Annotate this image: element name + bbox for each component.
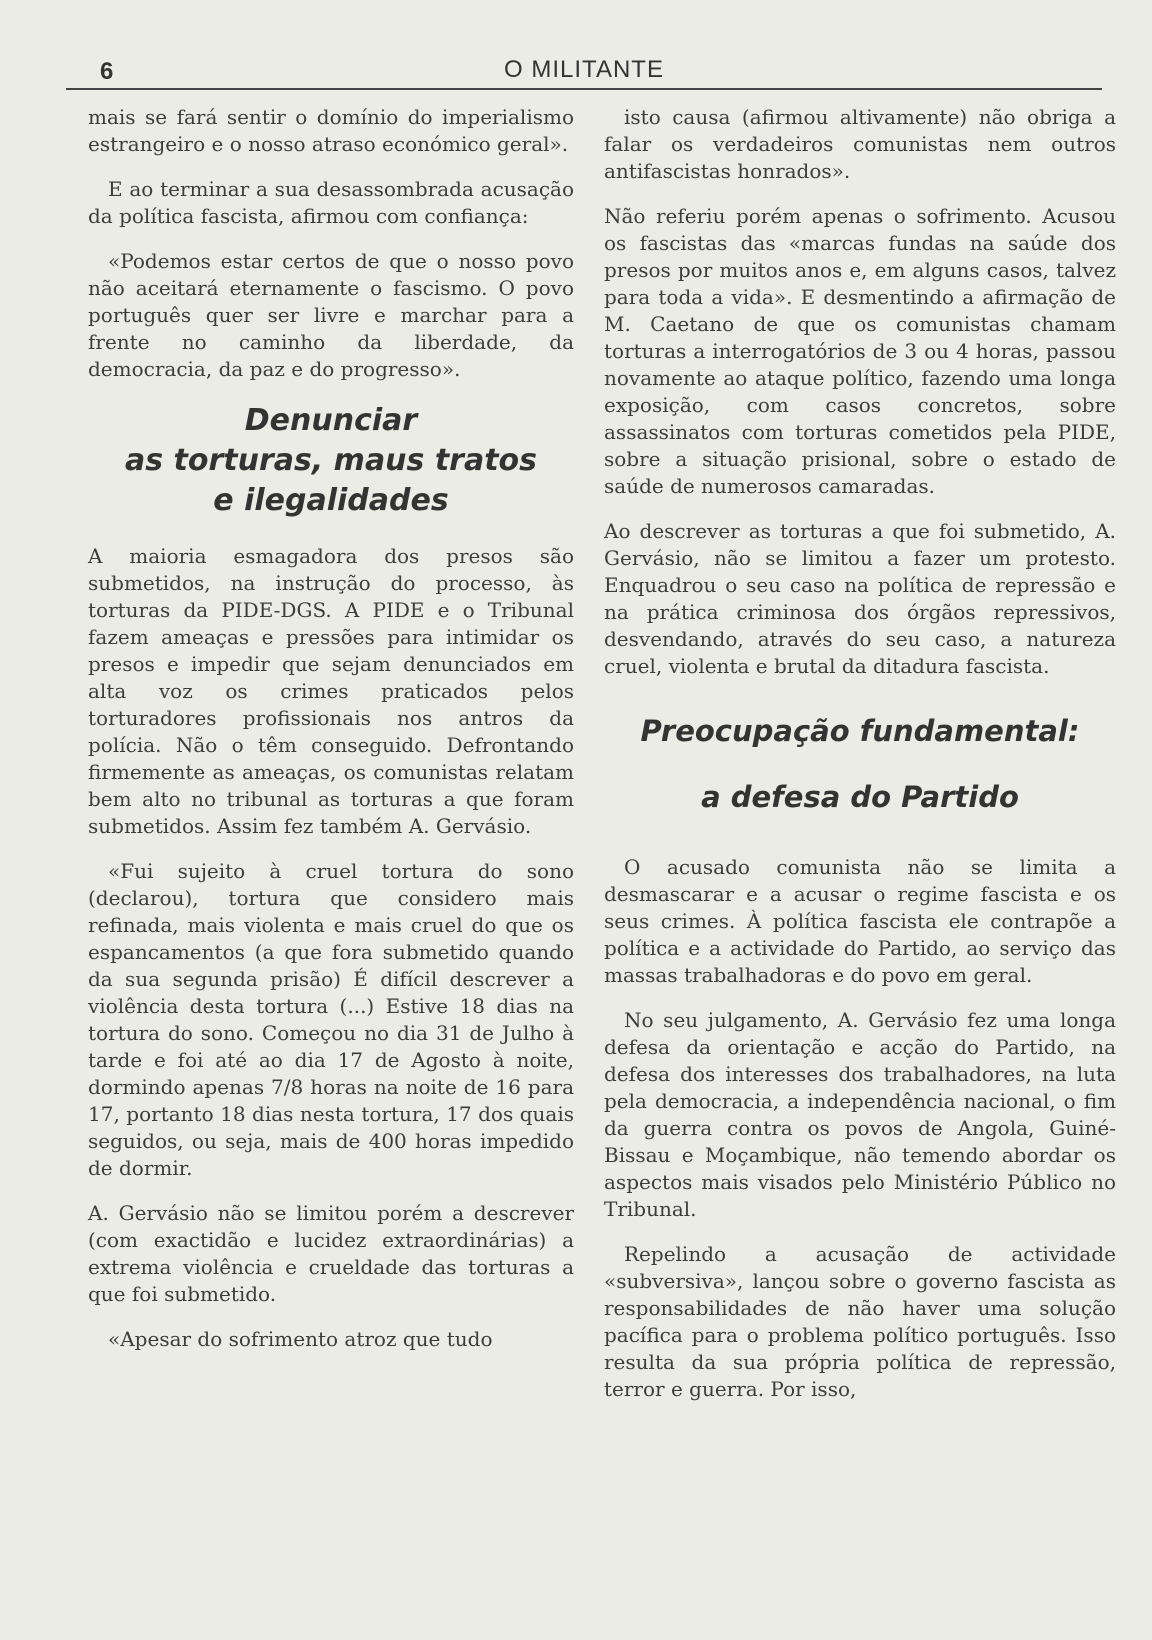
left-column [88, 104, 574, 1371]
paragraph: A maioria esmagadora dos presos são submetidos, na instrução do processo, às torturas da PIDE-DGS. A PIDE e o Tribunal fazem ameaças e pressões para intimidar os presos e impedir que sejam denunciados em alta voz os crimes praticados pelos torturadores profissionais nos antros da polícia. Não o têm conseguido. Defrontando firmemente as ameaças, os comunistas relatam bem alto no tribunal as torturas a que foram submetidos. Assim fez também A. Gervásio. [88, 544, 574, 838]
page-number: 6 [100, 58, 114, 85]
heading-line: Preocupação fundamental: [640, 714, 1080, 748]
heading-line: a defesa do Partido [701, 780, 1019, 814]
paragraph: O acusado comunista não se limita a desmascarar e a acusar o regime fascista e os seus crimes. À política fascista ele contrapõe a política e a actividade do Partido, ao serviço das massas trabalhadoras e do povo em geral. [604, 855, 1116, 987]
heading-line: as torturas, maus tratos [124, 443, 538, 478]
paragraph: No seu julgamento, A. Gervásio fez uma longa defesa da orientação e acção do Partido, na defesa dos interesses dos trabalhadores, na luta pela democracia, a independência nacional, o fim da guerra contra os povos de Angola, Guiné-Bissau e Moçambique, não temendo abordar os aspectos mais visados pelo Ministério Público no Tribunal. [604, 1008, 1116, 1221]
quote-paragraph: «Apesar do sofrimento atroz que tudo [108, 1327, 493, 1351]
paragraph: A. Gervásio não se limitou porém a descrever (com exactidão e lucidez extraordinárias) a extrema violência e crueldade das torturas a que foi submetido. [88, 1201, 574, 1306]
section-heading-torturas [88, 401, 574, 521]
newspaper-title: O MILITANTE [504, 56, 664, 83]
heading-line: Denunciar [244, 403, 418, 438]
page-header [66, 56, 1102, 90]
paragraph: Repelindo a acusação de actividade «subversiva», lançou sobre o governo fascista as responsabilidades de não haver uma solução pacífica para o problema político português. Isso resulta da sua própria política de repressão, terror e guerra. Por isso, [604, 1242, 1116, 1401]
paragraph: Não referiu porém apenas o sofrimento. Acusou os fascistas das «marcas fundas na saúde dos presos por muitos anos e, em alguns casos, talvez para toda a vida». E desmentindo a afirmação de M. Caetano de que os comunistas chamam torturas a interrogatórios de 3 ou 4 horas, passou novamente ao ataque político, fazendo uma longa exposição, com casos concretos, sobre assassinatos com torturas cometidos pela PIDE, sobre a situação prisional, sobre o estado de saúde de numerosos camaradas. [604, 204, 1116, 498]
quote-paragraph: «Podemos estar certos de que o nosso povo não aceitará eternamente o fascismo. O povo português quer ser livre e marchar para a frente no caminho da liberdade, da democracia, da paz e do progresso». [88, 249, 574, 381]
paragraph: mais se fará sentir o domínio do imperialismo estrangeiro e o nosso atraso económico geral». [88, 105, 574, 156]
paragraph: E ao terminar a sua desassombrada acusação da política fascista, afirmou com confiança: [88, 177, 574, 228]
heading-line: e ilegalidades [213, 483, 449, 518]
right-column [604, 104, 1116, 1421]
paragraph: isto causa (afirmou altivamente) não obriga a falar os verdadeiros comunistas nem outros antifascistas honrados». [604, 105, 1116, 183]
section-heading-partido [604, 698, 1116, 830]
quote-paragraph: «Fui sujeito à cruel tortura do sono (declarou), tortura que considero mais refinada, mais violenta e mais cruel do que os espancamentos (a que fora submetido quando da sua segunda prisão) É difícil descrever a violência desta tortura (...) Estive 18 dias na tortura do sono. Começou no dia 31 de Julho à tarde e foi até ao dia 17 de Agosto à noite, dormindo apenas 7/8 horas na noite de 16 para 17, portanto 18 dias nesta tortura, 17 dos quais seguidos, ou seja, mais de 400 horas impedido de dormir. [88, 859, 574, 1180]
paragraph: Ao descrever as torturas a que foi submetido, A. Gervásio, não se limitou a fazer um protesto. Enquadrou o seu caso na política de repressão e na prática criminosa dos órgãos repressivos, desvendando, através do seu caso, a natureza cruel, violenta e brutal da ditadura fascista. [604, 519, 1116, 678]
